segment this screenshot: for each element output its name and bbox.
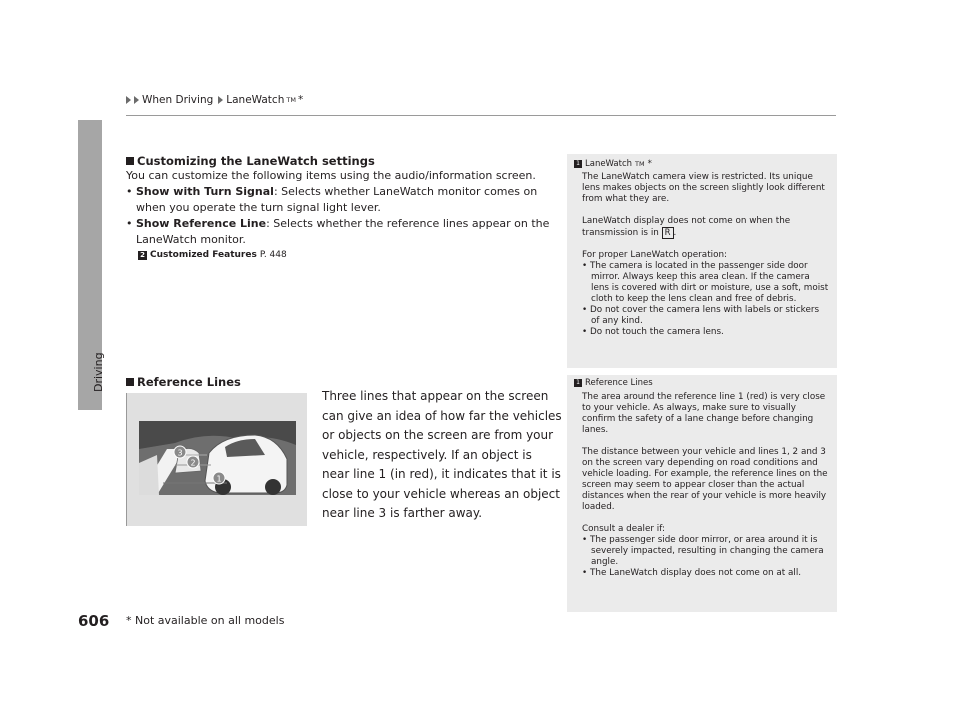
asterisk-mark: * — [297, 94, 304, 106]
trademark-mark: TM — [286, 96, 296, 104]
reference-lines-note: 1 Reference Lines The area around the reference line 1 (red) is very close to your vehicle. As always, make sure to visually confirm the safety of a lane change before changing lanes. The distance between your vehicle and lines 1, 2 and 3 on the screen vary depending on road conditions and vehicle loading. For example, the reference lines on the screen may seem to appear closer than the actual distances when the rear of your vehicle is more heavily loaded. Consult a dealer if: • The passenger side door mirror, or area around it is severely impacted, resulting in changing the camera angle. • The LaneWatch display does not come on at all. — [567, 375, 837, 612]
lanewatch-note: 1 LaneWatch TM * The LaneWatch camera view is restricted. Its unique lens makes objects on the screen slightly look different from what they are. LaneWatch display does not come on when the transmission is in R . For proper LaneWatch operation: • The camera is located in the passenger side door mirror. Always keep this area clean. If the camera lens is covered with dirt or moisture, use a soft, moist cloth to keep the lens clean and free of debris. • Do not cover the camera lens with labels or stickers of any kind. • Do not touch the camera lens. — [567, 154, 837, 368]
list-item: • The camera is located in the passenger side door mirror. Always keep this area clean. If the camera lens is covered with dirt or moisture, use a soft, moist cloth to keep the lens clean and free of debris. — [582, 261, 829, 304]
cross-reference-icon: 2 — [138, 251, 147, 260]
note-icon: 1 — [574, 160, 582, 168]
breadcrumb — [126, 94, 303, 106]
list-item: • Show Reference Line: Selects whether the reference lines appear on the LaneWatch monitor. — [126, 217, 550, 246]
reference-lines-title: Reference Lines — [126, 375, 241, 389]
figure-label: 3 — [177, 448, 183, 458]
figure-label: 1 — [216, 474, 222, 484]
list-item: • The LaneWatch display does not come on at all. — [582, 568, 802, 578]
customizing-section — [126, 154, 558, 260]
breadcrumb-arrow-icon — [126, 96, 131, 104]
footnote: * Not available on all models — [126, 614, 285, 627]
reference-lines-text: Three lines that appear on the screen can give an idea of how far the vehicles or objects on the screen are from your vehicle, respectively. If an object is near line 1 (in red), it indicates that it is close to your vehicle whereas an object near line 3 is farther away. — [322, 389, 562, 520]
list-item: • Show with Turn Signal: Selects whether LaneWatch monitor comes on when you operate the turn signal light lever. — [126, 185, 538, 214]
page-number: 606 — [78, 612, 110, 630]
reference-lines-figure — [126, 393, 307, 526]
section-square-icon — [126, 157, 134, 165]
breadcrumb-parent[interactable]: When Driving — [142, 94, 214, 106]
list-item: • Do not touch the camera lens. — [582, 327, 724, 337]
note-icon: 1 — [574, 379, 582, 387]
camera-view-illustration — [127, 393, 307, 526]
note-title: 1 LaneWatch TM * — [574, 159, 829, 169]
section-title: Customizing the LaneWatch settings — [126, 154, 558, 168]
reverse-gear-key: R — [662, 227, 674, 239]
chapter-label: Driving — [92, 352, 105, 392]
breadcrumb-arrow-icon — [218, 96, 223, 104]
breadcrumb-arrow-icon — [134, 96, 139, 104]
section-square-icon — [126, 378, 134, 386]
list-item: • The passenger side door mirror, or area around it is severely impacted, resulting in changing the camera angle. — [582, 535, 824, 567]
intro-text: You can customize the following items using the audio/information screen. — [126, 169, 536, 182]
list-item: • Do not cover the camera lens with labels or stickers of any kind. — [582, 305, 820, 326]
customized-features-link[interactable]: 2 Customized Features P. 448 — [138, 250, 558, 260]
header-rule — [126, 115, 836, 116]
note-title: 1 Reference Lines — [574, 378, 829, 388]
figure-label: 2 — [190, 458, 196, 468]
breadcrumb-current: LaneWatch — [226, 94, 285, 106]
